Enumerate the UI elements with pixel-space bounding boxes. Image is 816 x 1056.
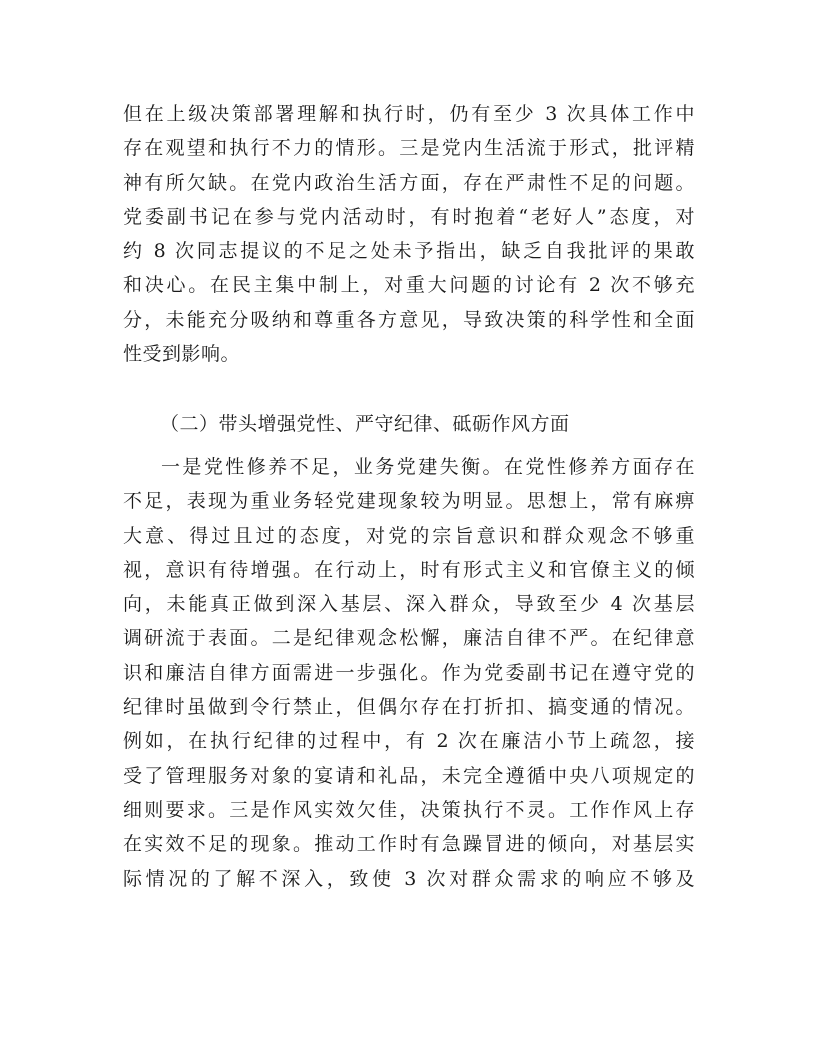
paragraph-line: 受了管理服务对象的宴请和礼品，未完全遵循中央八项规定的 — [123, 764, 695, 787]
paragraph-line: 识和廉洁自律方面需进一步强化。作为党委副书记在遵守党的 — [123, 661, 695, 684]
paragraph-line: 向，未能真正做到深入基层、深入群众，导致至少 4 次基层 — [123, 593, 695, 616]
paragraph-line: 但在上级决策部署理解和执行时，仍有至少 3 次具体工作中 — [123, 103, 695, 125]
paragraph-line: 纪律时虽做到令行禁止，但偶尔存在打折扣、搞变通的情况。 — [123, 696, 695, 719]
paragraph-line: 和决心。在民主集中制上，对重大问题的讨论有 2 次不够充 — [123, 274, 695, 297]
paragraph-line: 神有所欠缺。在党内政治生活方面，存在严肃性不足的问题。 — [123, 171, 695, 194]
paragraph-line: 视，意识有待增强。在行动上，时有形式主义和官僚主义的倾 — [123, 558, 695, 581]
paragraph-line: 一是党性修养不足，业务党建失衡。在党性修养方面存在 — [161, 456, 695, 478]
paragraph-line: 在实效不足的现象。推动工作时有急躁冒进的倾向，对基层实 — [123, 833, 695, 856]
paragraph-line: 约 8 次同志提议的不足之处未予指出，缺乏自我批评的果敢 — [123, 240, 695, 263]
section-heading: （二）带头增强党性、严守纪律、砥砺作风方面 — [160, 413, 570, 435]
paragraph-line: 大意、得过且过的态度，对党的宗旨意识和群众观念不够重 — [123, 524, 695, 547]
paragraph-1 — [123, 97, 695, 371]
paragraph-line: 例如，在执行纪律的过程中，有 2 次在廉洁小节上疏忽，接 — [123, 730, 695, 753]
paragraph-line: 不足，表现为重业务轻党建现象较为明显。思想上，常有麻痹 — [123, 490, 695, 513]
paragraph-line: 党委副书记在参与党内活动时，有时抱着“老好人”态度，对 — [123, 205, 695, 228]
paragraph-line: 调研流于表面。二是纪律观念松懈，廉洁自律不严。在纪律意 — [123, 627, 695, 650]
paragraph-line: 际情况的了解不深入，致使 3 次对群众需求的响应不够及 — [123, 867, 695, 890]
paragraph-line: 分，未能充分吸纳和尊重各方意见，导致决策的科学性和全面 — [123, 308, 695, 331]
paragraph-line: 性受到影响。 — [123, 343, 241, 366]
paragraph-2 — [123, 450, 695, 896]
paragraph-line: 存在观望和执行不力的情形。三是党内生活流于形式，批评精 — [123, 137, 695, 160]
paragraph-line: 细则要求。三是作风实效欠佳，决策执行不灵。工作作风上存 — [123, 798, 695, 821]
